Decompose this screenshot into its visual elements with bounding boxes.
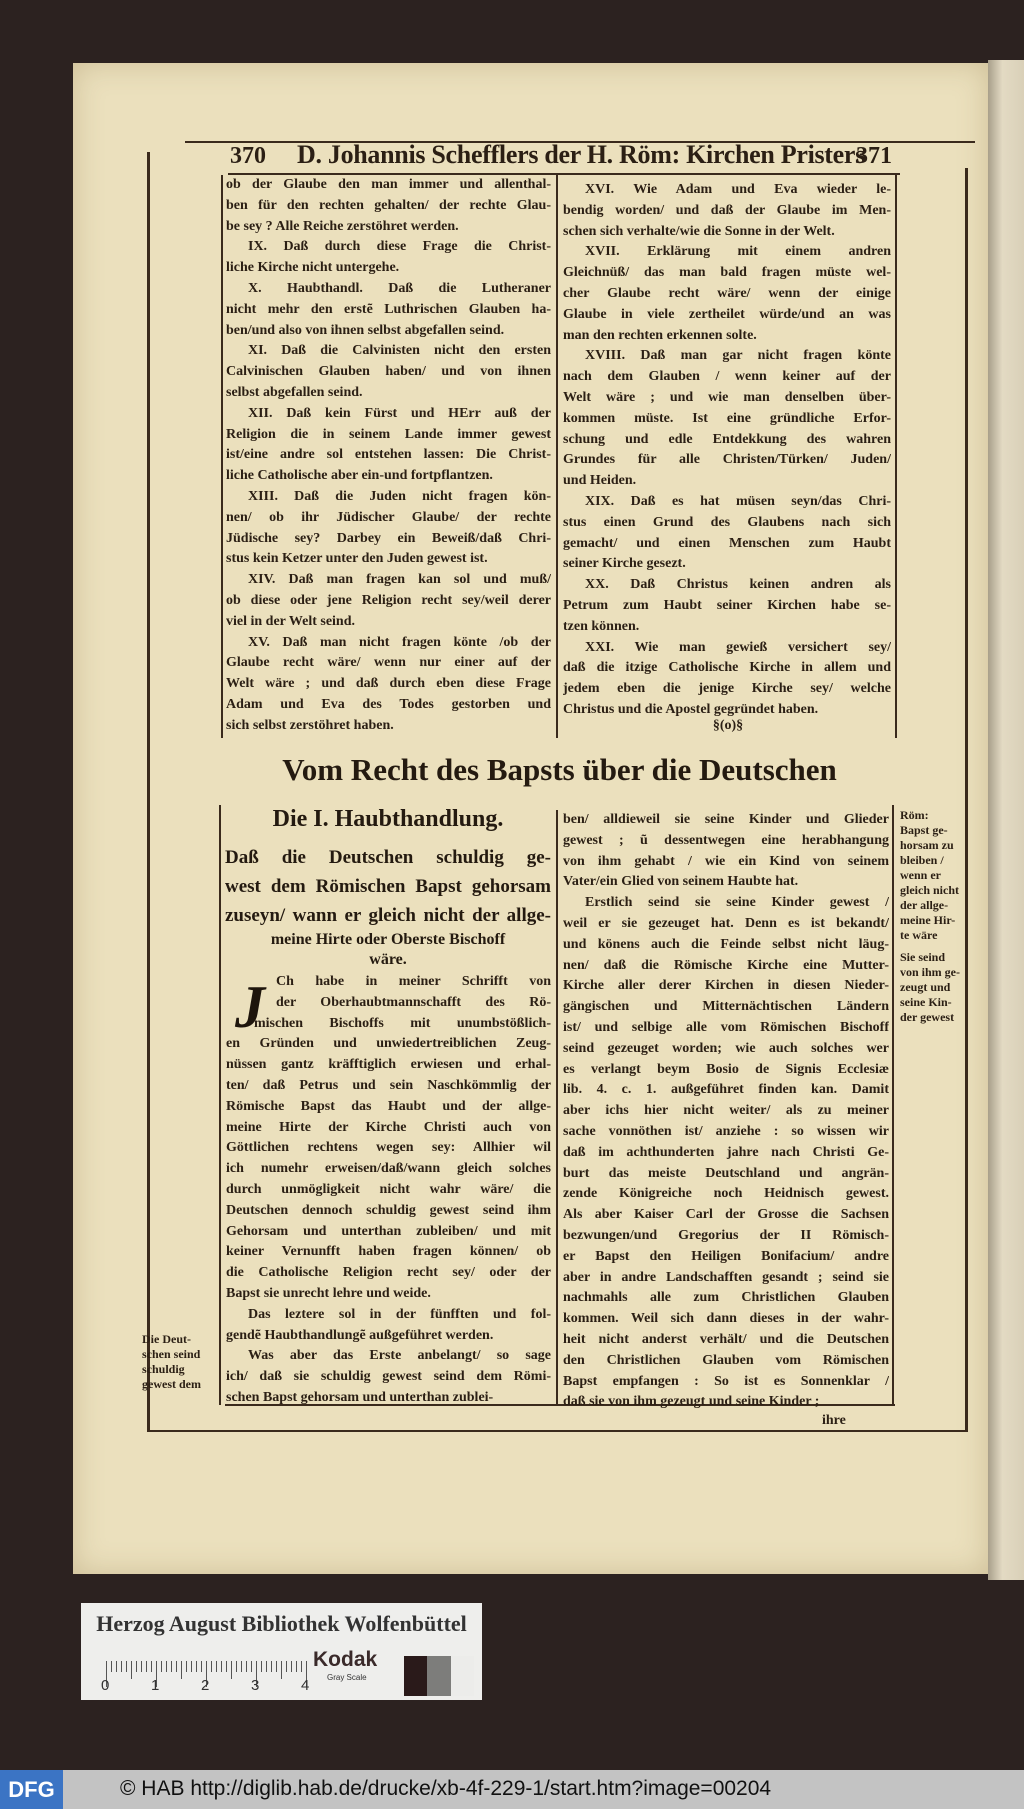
margin-line: der allge-	[900, 898, 949, 912]
text-line: Gleichnüß/ das man bald fragen müste wel-	[563, 265, 891, 281]
text-line: ich/ daß sie schuldig gewest seind dem Römi-	[226, 1369, 551, 1385]
ruler-tick	[261, 1661, 262, 1672]
margin-line: Die Deut-	[142, 1332, 191, 1346]
text-line: sache vonnöthen ist/ anziehe : so wissen wir	[563, 1123, 889, 1139]
margin-line: von ihm ge-	[900, 965, 960, 979]
ruler-tick	[136, 1661, 137, 1672]
text-line: ten/ daß Petrus und sein Naschkömmlig der	[226, 1077, 551, 1093]
text-line: lib. 4. c. 1. außgeführet finden kan. Damit	[563, 1082, 889, 1098]
text-line: ist/ und selbige alle vom Römischen Bischoff	[563, 1019, 889, 1035]
margin-line: gewest dem	[142, 1377, 201, 1391]
text-line: Jüdische sey? Darbey ein Beweiß/daß Chri-	[226, 530, 551, 546]
text-line: be sey ? Alle Reiche zerstöhret werden.	[226, 218, 459, 234]
ruler-tick	[201, 1661, 202, 1672]
gray-swatch	[451, 1656, 474, 1696]
text-line: schen sich verhalte/wie die Sonne in der Welt.	[563, 223, 835, 239]
text-line: bezwungen/und Gregorius der II Römisch-	[563, 1227, 889, 1243]
footer-bar	[0, 1770, 1024, 1809]
text-line: daß die itzige Catholische Kirche in allem und	[563, 660, 891, 676]
text-line: Göttlichen rechtens wegen sey: Allhier wil	[226, 1140, 551, 1156]
text-line: ben für den rechten gehalten/ der rechte Glau-	[226, 197, 551, 213]
text-line: liche Catholische aber ein-und fortpflantzen.	[226, 468, 493, 484]
text-line: Adam und Eva des Todes gestorben und	[226, 696, 551, 712]
ruler-tick	[291, 1661, 292, 1672]
gray-swatch	[404, 1656, 427, 1696]
ruler-tick	[181, 1661, 182, 1679]
summary-line: meine Hirte oder Oberste Bischoff	[270, 931, 506, 948]
text-line: XII. Daß kein Fürst und HErr auß der	[248, 405, 551, 421]
text-line: XVIII. Daß man gar nicht fragen könte	[585, 348, 891, 364]
top-left-column-rule	[221, 175, 223, 738]
text-line: keiner Vernunfft haben fragen können/ ob	[226, 1244, 551, 1260]
text-line: tzen können.	[563, 618, 640, 634]
margin-line: schuldig	[142, 1362, 185, 1376]
text-line: bendig worden/ und daß der Glaube im Men-	[563, 202, 891, 218]
page-bottom-rule	[147, 1430, 968, 1432]
text-line: IX. Daß durch diese Frage die Christ-	[248, 239, 551, 255]
chapter-heading: Die I. Haubthandlung.	[272, 806, 504, 832]
text-line: meine Hirte der Kirche Christi auch von	[226, 1119, 551, 1135]
text-line: daß sie von ihm gezeugt und seine Kinder ;	[563, 1394, 820, 1410]
text-line: nen/ ob ihr Jüdischer Glaube/ der rechte	[226, 509, 551, 525]
page-number-left: 370	[230, 143, 266, 169]
ruler-tick	[236, 1661, 237, 1672]
summary-line: west dem Römischen Bapst gehorsam	[225, 876, 551, 897]
catchword: ihre	[822, 1413, 846, 1428]
ruler-tick	[166, 1661, 167, 1672]
top-right-column	[563, 180, 891, 721]
text-line: ben/ alldieweil sie seine Kinder und Glieder	[563, 812, 889, 827]
ruler-number: 1	[151, 1677, 160, 1694]
ruler-number: 3	[251, 1677, 260, 1694]
text-line: X. Haubthandl. Daß die Lutheraner	[248, 280, 551, 296]
ruler-tick	[271, 1661, 272, 1672]
bottom-right-column-rule	[892, 805, 894, 1405]
text-line: en Gründen und unwiedertreiblichen Zeug-	[226, 1036, 551, 1052]
ornament-fleuron: §(o)§	[712, 718, 744, 733]
text-line: kommen. Weil sich dann dieses in der wahr-	[563, 1311, 889, 1327]
text-line: sich selbst zerstöhret haben.	[226, 717, 394, 733]
ruler-tick	[161, 1661, 162, 1672]
ruler-tick	[226, 1661, 227, 1672]
ruler-tick	[186, 1661, 187, 1672]
text-line: weil er sie gezeuget hat. Denn es ist bekandt/	[563, 915, 889, 931]
summary-line: Daß die Deutschen schuldig ge-	[225, 847, 551, 868]
bottom-left-column	[226, 972, 551, 1409]
ruler-tick	[301, 1661, 302, 1672]
text-line: Religion die in seinem Lande immer gewest	[226, 426, 551, 442]
text-line: daß im achthunderten jahre nach Christi Ge-	[563, 1144, 889, 1160]
margin-line: meine Hir-	[900, 913, 956, 927]
text-line: mischen Bischoffs mit unumbstößlich-	[254, 1015, 551, 1031]
text-line: Deutschen dennoch schuldig gewest seind ihm	[226, 1202, 551, 1218]
text-line: XI. Daß die Calvinisten nicht den ersten	[248, 343, 551, 359]
ruler-number: 4	[301, 1677, 310, 1694]
ruler-tick	[176, 1661, 177, 1672]
outer-right-rule	[965, 168, 968, 1432]
text-line: ben/und also von ihnen selbst abgefallen seind.	[226, 322, 505, 338]
margin-line: Sie seind	[900, 950, 946, 964]
margin-line: wenn er	[900, 868, 941, 882]
margin-line: schen seind	[142, 1347, 201, 1361]
text-line: XV. Daß man nicht fragen könte /ob der	[248, 634, 551, 650]
running-title: D. Johannis Schefflers der H. Röm: Kirchen Pristers	[297, 140, 865, 169]
color-calibration-card	[81, 1603, 482, 1700]
ruler-tick	[246, 1661, 247, 1672]
text-line: Grundes für alle Christen/Türken/ Juden/	[563, 452, 891, 468]
text-line: gemacht/ und einen Menschen zum Haubt	[563, 535, 891, 551]
section-title: Vom Recht des Bapsts über die Deutschen	[282, 752, 837, 787]
ruler-tick	[131, 1661, 132, 1679]
text-line: cher Glaube recht wäre/ wenn der einige	[563, 285, 891, 301]
text-line: Welt wäre ; und wie man denselben über-	[563, 389, 891, 405]
text-line: den Christlichen Glauben vom Römischen	[563, 1352, 889, 1368]
decorated-initial: J	[235, 974, 265, 1040]
text-line: gendẽ Haubthandlungẽ außgeführet werden.	[226, 1327, 494, 1343]
bottom-right-column	[563, 810, 889, 1413]
text-line: XX. Daß Christus keinen andren als	[585, 577, 891, 593]
text-line: heit nicht anderst verhält/ und die Deutschen	[563, 1331, 889, 1347]
gray-swatches	[404, 1656, 474, 1696]
text-line: seiner Kirche gesezt.	[563, 556, 686, 572]
ruler-number: 2	[201, 1677, 210, 1694]
gray-swatch	[427, 1656, 450, 1696]
ruler-tick	[296, 1661, 297, 1672]
text-line: gewest ; ũ dessentwegen eine herabhangung	[563, 832, 889, 848]
margin-note-left	[142, 1332, 201, 1392]
margin-line: seine Kin-	[900, 995, 952, 1009]
text-line: viel in der Welt seind.	[226, 613, 355, 629]
text-line: Petrum zum Haubt seiner Kirchen habe se-	[563, 597, 891, 613]
text-line: nachmahls alle zum Christlichen Glauben	[563, 1290, 889, 1306]
text-line: ist/eine andre sol entstehen lassen: Die Christ-	[226, 447, 551, 463]
margin-line: te wäre	[900, 928, 938, 942]
ruler-tick	[171, 1661, 172, 1672]
text-line: kommen müste. Ist eine gründliche Erfor-	[563, 410, 891, 426]
copyright-url[interactable]: © HAB http://diglib.hab.de/drucke/xb-4f-229-1/start.htm?image=00204	[120, 1777, 772, 1800]
text-line: stus kein Ketzer unter den Juden gewest ist.	[226, 551, 488, 567]
bottom-column-divider	[556, 810, 558, 1405]
text-line: XIII. Daß die Juden nicht fragen kön-	[248, 488, 551, 504]
text-line: durch unmögligkeit nicht wahr wäre/ die	[226, 1181, 551, 1197]
dfg-logo: DFG	[0, 1770, 63, 1809]
ruler-tick	[141, 1661, 142, 1672]
ruler-tick	[146, 1661, 147, 1672]
ruler-number: 0	[101, 1677, 110, 1694]
text-line: man den rechten erkennen solte.	[563, 327, 757, 343]
ruler-tick	[191, 1661, 192, 1672]
page-number-right: 371	[856, 143, 892, 169]
text-line: schung und edle Entdekkung des wahren	[563, 431, 891, 447]
text-line: die Catholische Religion recht sey/ oder der	[226, 1265, 551, 1281]
ruler-tick	[216, 1661, 217, 1672]
margin-line: Bapst ge-	[900, 823, 948, 837]
ruler-tick	[126, 1661, 127, 1672]
text-line: aber in andre Landschafften gesandt ; seind sie	[563, 1269, 889, 1285]
text-line: Glaube in viele zertheilet würde/und an was	[563, 306, 891, 322]
text-line: Bapst empfangen : So ist es Sonnenklar /	[563, 1373, 889, 1389]
text-line: Kirche aller derer Kirchen in diesen Nieder-	[563, 978, 889, 994]
margin-line: horsam zu	[900, 838, 954, 852]
margin-line: bleiben /	[900, 853, 944, 867]
text-line: nach dem Glauben / wenn keiner auf der	[563, 369, 891, 385]
text-line: ich numehr erweisen/daß/wann gleich solches	[226, 1161, 551, 1177]
ruler-tick	[266, 1661, 267, 1672]
chapter-summary	[225, 843, 551, 970]
text-line: XVI. Wie Adam und Eva wieder le-	[585, 182, 891, 197]
text-line: XXI. Wie man gewieß versichert sey/	[585, 639, 891, 655]
top-column-divider	[556, 175, 558, 738]
adjacent-page-edge	[988, 60, 1024, 1580]
text-line: selbst abgefallen seind.	[226, 384, 363, 400]
gray-scale-label: Gray Scale	[327, 1673, 367, 1682]
ruler-tick	[286, 1661, 287, 1672]
text-line: seind gezeuget worden; wie auch solches wer	[563, 1040, 889, 1056]
ruler-tick	[196, 1661, 197, 1672]
text-line: der Oberhaubtmannschafft des Rö-	[276, 994, 551, 1010]
ruler-tick	[281, 1661, 282, 1679]
text-line: Glaube recht wäre/ wenn nur einer auf der	[226, 655, 551, 671]
text-line: Vater/ein Glied von seinem Haubte hat.	[563, 874, 799, 890]
ruler-tick	[116, 1661, 117, 1672]
text-line: Als aber Kaiser Carl der Grosse die Sachsen	[563, 1207, 889, 1223]
top-left-column	[226, 175, 551, 737]
text-line: Welt wäre ; und daß durch eben diese Frage	[226, 676, 551, 692]
text-line: nen/ daß die Römische Kirche eine Mutter-	[563, 957, 889, 973]
kodak-logo: Kodak	[313, 1648, 378, 1671]
text-line: ob der Glaube den man immer und allenthal-	[226, 177, 551, 192]
text-line: Bapst sie unrecht lehre und weide.	[226, 1285, 431, 1301]
text-line: es verlangt beym Bosio de Signis Ecclesiæ	[563, 1061, 889, 1077]
text-line: nicht mehr den erstẽ Luthrischen Glauben ha-	[226, 301, 551, 317]
top-right-column-rule	[895, 175, 897, 738]
text-line: burt das meiste Deutschland und angrän-	[563, 1165, 889, 1181]
text-line: von ihm gehabt / wie ein Kind von seinem	[563, 853, 889, 869]
text-line: und Heiden.	[563, 473, 637, 489]
margin-line: Röm:	[900, 808, 929, 822]
ruler-tick	[231, 1661, 232, 1679]
summary-line: wäre.	[369, 951, 407, 968]
text-line: XIV. Daß man fragen kan sol und muß/	[248, 572, 551, 588]
ruler-tick	[221, 1661, 222, 1672]
text-line: Christus und die Apostel gegründet haben.	[563, 701, 819, 717]
ruler-tick	[276, 1661, 277, 1672]
outer-left-rule	[147, 152, 150, 1432]
margin-line: der gewest	[900, 1010, 955, 1024]
margin-line: gleich nicht	[900, 883, 959, 897]
summary-line: zuseyn/ wann er gleich nicht der allge-	[225, 905, 551, 926]
text-line: gängischen und Mitternächtischen Ländern	[563, 999, 889, 1015]
text-line: zende Königreiche noch Heidnisch gewest.	[563, 1186, 889, 1202]
text-line: liche Kirche nicht untergehe.	[226, 260, 400, 276]
text-line: XVII. Erklärung mit einem andren	[585, 244, 891, 260]
text-line: Calvinischen Glauben haben/ und von ihnen	[226, 364, 551, 380]
ruler-tick	[241, 1661, 242, 1672]
text-line: Gehorsam und unterthan zubleiben/ und mit	[226, 1223, 551, 1239]
text-line: ob diese oder jene Religion recht sey/weil derer	[226, 592, 551, 608]
text-line: Römische Bapst das Haubt und der allge-	[226, 1098, 551, 1114]
text-line: stus einen Grund des Glaubens nach sich	[563, 514, 891, 530]
text-line: XIX. Daß es hat müsen seyn/das Chri-	[585, 493, 891, 509]
ruler-tick	[251, 1661, 252, 1672]
text-line: Ch habe in meiner Schrifft von	[276, 974, 551, 989]
bottom-left-column-rule	[219, 805, 221, 1405]
margin-note-right	[900, 950, 960, 1025]
ruler-tick	[111, 1661, 112, 1672]
text-line: schen Bapst gehorsam und unterthan zublei-	[226, 1389, 494, 1405]
text-line: Das leztere sol in der fünfften und fol-	[248, 1306, 551, 1322]
ruler-tick	[121, 1661, 122, 1672]
text-line: aber ichs hier nicht weiter/ als zu meiner	[563, 1103, 889, 1119]
text-line: Was aber das Erste anbelangt/ so sage	[248, 1348, 551, 1364]
margin-note-right	[900, 808, 959, 943]
ruler-tick	[211, 1661, 212, 1672]
margin-line: zeugt und	[900, 980, 951, 994]
text-line: und könens auch die Feinde selbst nicht läug-	[563, 936, 889, 952]
text-line: nüssen gantz kräfftiglich erwiesen und erhal-	[226, 1057, 551, 1073]
library-name: Herzog August Bibliothek Wolfenbüttel	[96, 1611, 467, 1636]
ruler-tick	[151, 1661, 152, 1672]
text-line: er Bapst den Heiligen Bonifacium/ andre	[563, 1248, 889, 1264]
text-line: Erstlich seind sie seine Kinder gewest /	[585, 895, 889, 911]
text-line: jedem eben die jenige Kirche sey/ welche	[563, 681, 891, 697]
